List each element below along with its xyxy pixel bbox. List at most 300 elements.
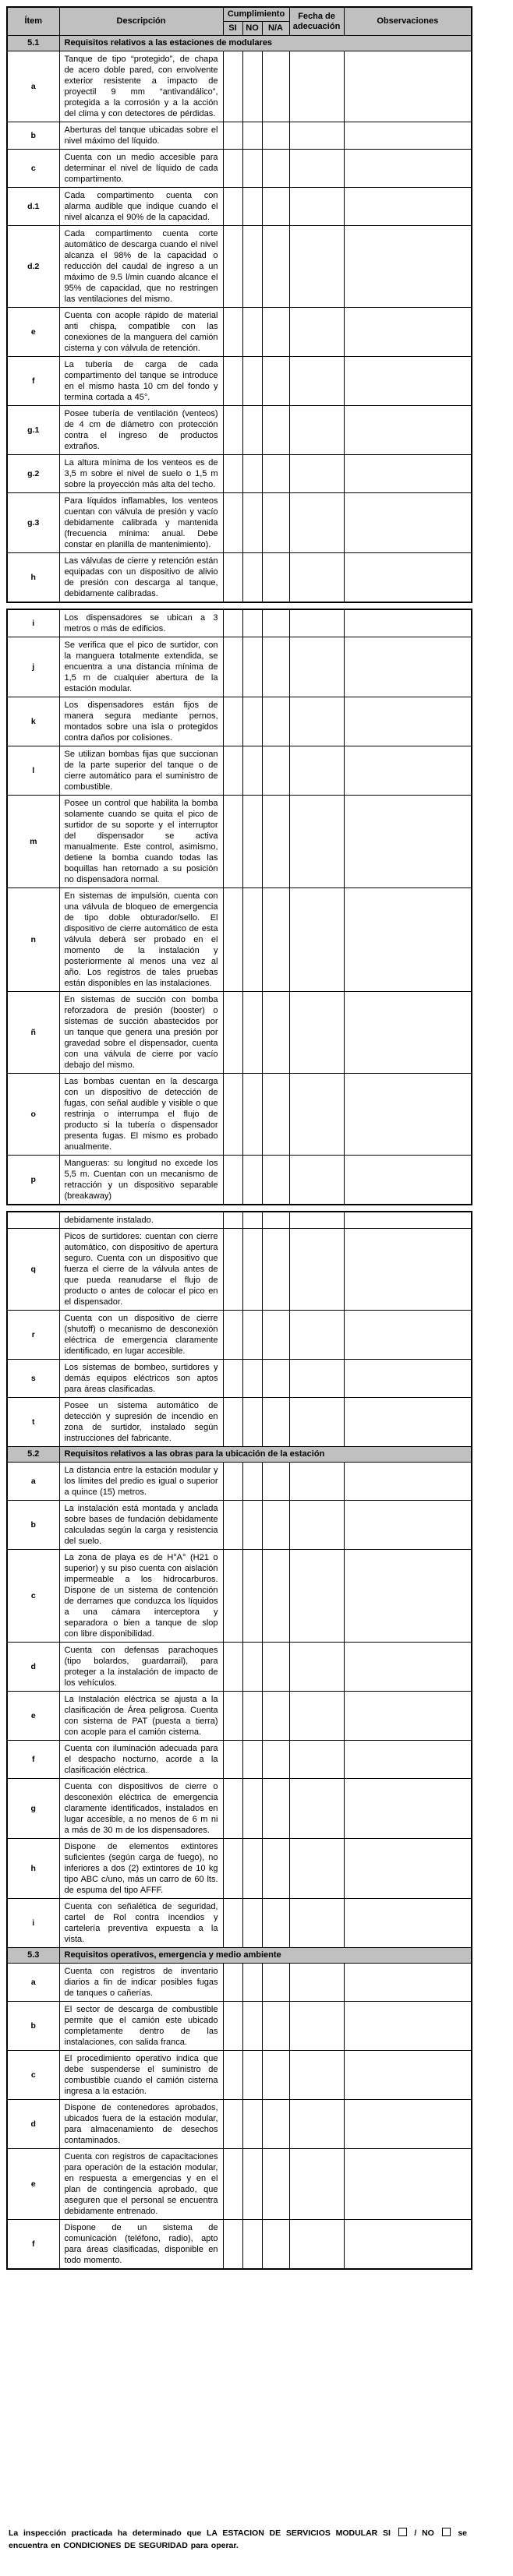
check-si-cell[interactable]	[223, 609, 242, 637]
check-si-cell[interactable]	[223, 1839, 242, 1899]
fecha-cell[interactable]	[289, 1643, 344, 1692]
check-si-cell[interactable]	[223, 1964, 242, 2002]
check-si-cell[interactable]	[223, 150, 242, 188]
table-row	[7, 188, 472, 226]
table-row	[7, 796, 472, 888]
item-label: e	[7, 308, 59, 357]
fecha-cell[interactable]	[289, 1839, 344, 1899]
check-na-cell[interactable]	[262, 1311, 289, 1360]
check-na-cell[interactable]	[262, 992, 289, 1074]
fecha-cell[interactable]	[289, 2149, 344, 2220]
observaciones-cell[interactable]	[344, 888, 472, 992]
item-label: l	[7, 746, 59, 796]
check-na-cell[interactable]	[262, 122, 289, 150]
check-no-cell[interactable]	[242, 1463, 262, 1501]
item-description: Cuenta con registros de capacitaciones para operación de la estación modular, en respuesta a emergencias y en el plan de contingencia aprobado, que aseguren que el personal se encuentra debidamente entrenado.	[59, 2149, 223, 2220]
fecha-cell[interactable]	[289, 697, 344, 746]
fecha-cell[interactable]	[289, 150, 344, 188]
footer-text-lead: La inspección practicada ha determinado que LA ESTACION DE SERVICIOS MODULAR SI	[9, 2528, 391, 2538]
check-si-cell[interactable]	[223, 697, 242, 746]
fecha-cell[interactable]	[289, 51, 344, 122]
observaciones-cell[interactable]	[344, 1741, 472, 1779]
check-si-cell[interactable]	[223, 796, 242, 888]
check-si-cell[interactable]	[223, 357, 242, 406]
observaciones-cell[interactable]	[344, 1779, 472, 1839]
check-na-cell[interactable]	[262, 455, 289, 493]
check-no-cell[interactable]	[242, 1360, 262, 1398]
check-na-cell[interactable]	[262, 1550, 289, 1643]
observaciones-cell[interactable]	[344, 493, 472, 553]
check-na-cell[interactable]	[262, 1229, 289, 1311]
item-description: La zona de playa es de H°A° (H21 o superior) y su piso cuenta con aislación impermeable a los hidrocarburos. Dispone de un sistema de contención de derrames que conduzca los líquidos a una cámara interceptora y separadora o bien a tanque de slop con libre disponibilidad.	[59, 1550, 223, 1643]
table-row	[7, 1463, 472, 1501]
item-label: b	[7, 2002, 59, 2051]
fecha-cell[interactable]	[289, 2100, 344, 2149]
check-si-cell[interactable]	[223, 1643, 242, 1692]
check-na-cell[interactable]	[262, 1212, 289, 1229]
observaciones-cell[interactable]	[344, 1839, 472, 1899]
check-si-cell[interactable]	[223, 992, 242, 1074]
table-row	[7, 609, 472, 637]
observaciones-cell[interactable]	[344, 188, 472, 226]
check-si-cell[interactable]	[223, 2002, 242, 2051]
check-si-cell[interactable]	[223, 1463, 242, 1501]
check-na-cell[interactable]	[262, 1156, 289, 1205]
check-si-cell[interactable]	[223, 308, 242, 357]
fecha-cell[interactable]	[289, 1074, 344, 1156]
item-description: Cuenta con dispositivos de cierre o desconexión eléctrica de emergencia claramente identificados, instalados en lugar accesible, a no menos de 6 m ni a más de 30 m de los dispensadores.	[59, 1779, 223, 1839]
check-na-cell[interactable]	[262, 746, 289, 796]
table-row	[7, 357, 472, 406]
check-no-cell[interactable]	[242, 1899, 262, 1948]
fecha-cell[interactable]	[289, 2051, 344, 2100]
check-na-cell[interactable]	[262, 553, 289, 603]
item-description: La distancia entre la estación modular y los límites del predio es igual o superior a quince (15) metros.	[59, 1463, 223, 1501]
check-na-cell[interactable]	[262, 1501, 289, 1550]
check-no-cell[interactable]	[242, 406, 262, 455]
item-description: Los sistemas de bombeo, surtidores y demás equipos eléctricos son aptos para áreas clasificadas.	[59, 1360, 223, 1398]
check-no-cell[interactable]	[242, 992, 262, 1074]
section-row	[7, 36, 472, 51]
check-no-cell[interactable]	[242, 455, 262, 493]
check-no-cell[interactable]	[242, 888, 262, 992]
check-na-cell[interactable]	[262, 2100, 289, 2149]
check-na-cell[interactable]	[262, 357, 289, 406]
section-number: 5.2	[7, 1447, 59, 1463]
check-si-cell[interactable]	[223, 2051, 242, 2100]
table-row	[7, 2051, 472, 2100]
fecha-cell[interactable]	[289, 553, 344, 603]
check-na-cell[interactable]	[262, 888, 289, 992]
observaciones-cell[interactable]	[344, 796, 472, 888]
item-description: Mangueras: su longitud no excede los 5,5 m. Cuentan con un mecanismo de retracción y un dispositivo separable (breakaway)	[59, 1156, 223, 1205]
observaciones-cell[interactable]	[344, 1156, 472, 1205]
observaciones-cell[interactable]	[344, 992, 472, 1074]
check-na-cell[interactable]	[262, 2220, 289, 2270]
item-label: j	[7, 637, 59, 697]
item-label: c	[7, 2051, 59, 2100]
check-no-cell[interactable]	[242, 746, 262, 796]
check-no-cell[interactable]	[242, 2051, 262, 2100]
check-si-cell[interactable]	[223, 188, 242, 226]
col-header-descripcion: Descripción	[59, 7, 223, 36]
table-row	[7, 2220, 472, 2270]
check-no-cell[interactable]	[242, 1501, 262, 1550]
fecha-cell[interactable]	[289, 406, 344, 455]
item-label: a	[7, 1964, 59, 2002]
fecha-cell[interactable]	[289, 226, 344, 308]
check-na-cell[interactable]	[262, 637, 289, 697]
table-row	[7, 637, 472, 697]
check-no-cell[interactable]	[242, 1550, 262, 1643]
col-header-item: Ítem	[7, 7, 59, 36]
fecha-cell[interactable]	[289, 796, 344, 888]
observaciones-cell[interactable]	[344, 1692, 472, 1741]
observaciones-cell[interactable]	[344, 697, 472, 746]
check-no-cell[interactable]	[242, 796, 262, 888]
check-na-cell[interactable]	[262, 2051, 289, 2100]
item-label: a	[7, 51, 59, 122]
footer-text-middle: / NO	[414, 2528, 434, 2538]
observaciones-cell[interactable]	[344, 1899, 472, 1948]
table-row	[7, 1229, 472, 1311]
check-no-cell[interactable]	[242, 2100, 262, 2149]
item-label: k	[7, 697, 59, 746]
section-row	[7, 1447, 472, 1463]
table-row	[7, 1212, 472, 1229]
check-si-cell[interactable]	[223, 1779, 242, 1839]
check-na-cell[interactable]	[262, 1779, 289, 1839]
check-si-cell[interactable]	[223, 1360, 242, 1398]
check-na-cell[interactable]	[262, 1463, 289, 1501]
item-label: d.2	[7, 226, 59, 308]
item-label: f	[7, 2220, 59, 2270]
check-si-cell[interactable]	[223, 2149, 242, 2220]
check-na-cell[interactable]	[262, 1741, 289, 1779]
observaciones-cell[interactable]	[344, 2149, 472, 2220]
fecha-cell[interactable]	[289, 1779, 344, 1839]
check-na-cell[interactable]	[262, 406, 289, 455]
check-na-cell[interactable]	[262, 1692, 289, 1741]
check-na-cell[interactable]	[262, 51, 289, 122]
fecha-cell[interactable]	[289, 122, 344, 150]
table-row	[7, 1839, 472, 1899]
observaciones-cell[interactable]	[344, 1074, 472, 1156]
fecha-cell[interactable]	[289, 308, 344, 357]
item-description: Cuenta con iluminación adecuada para el despacho nocturno, acorde a la clasificación eléctrica.	[59, 1741, 223, 1779]
table-row	[7, 1692, 472, 1741]
check-no-cell[interactable]	[242, 697, 262, 746]
observaciones-cell[interactable]	[344, 1463, 472, 1501]
table-row	[7, 888, 472, 992]
table-row	[7, 150, 472, 188]
item-description: Cuenta con registros de inventario diarios a fin de indicar posibles fugas de tanques o cañerías.	[59, 1964, 223, 2002]
observaciones-cell[interactable]	[344, 2051, 472, 2100]
item-label: n	[7, 888, 59, 992]
fecha-cell[interactable]	[289, 357, 344, 406]
fecha-cell[interactable]	[289, 1212, 344, 1229]
check-no-cell[interactable]	[242, 609, 262, 637]
fecha-cell[interactable]	[289, 455, 344, 493]
check-si-cell[interactable]	[223, 1741, 242, 1779]
item-description: Los dispensadores están fijos de manera segura mediante pernos, montados sobre una isla o protegidos contra daños por colisiones.	[59, 697, 223, 746]
check-si-cell[interactable]	[223, 2220, 242, 2270]
observaciones-cell[interactable]	[344, 746, 472, 796]
check-na-cell[interactable]	[262, 697, 289, 746]
item-label: f	[7, 1741, 59, 1779]
fecha-cell[interactable]	[289, 1501, 344, 1550]
item-label: h	[7, 553, 59, 603]
table-row	[7, 2002, 472, 2051]
observaciones-cell[interactable]	[344, 1643, 472, 1692]
observaciones-cell[interactable]	[344, 637, 472, 697]
observaciones-cell[interactable]	[344, 308, 472, 357]
table-row	[7, 1779, 472, 1839]
check-si-cell[interactable]	[223, 1899, 242, 1948]
col-header-na: N/A	[262, 22, 289, 36]
item-description: Se utilizan bombas fijas que succionan de la parte superior del tanque o de cierre automático para el suministro de combustible.	[59, 746, 223, 796]
observaciones-cell[interactable]	[344, 1360, 472, 1398]
si-checkbox[interactable]	[398, 2528, 407, 2536]
item-label: i	[7, 1899, 59, 1948]
item-label: ñ	[7, 992, 59, 1074]
table-row	[7, 1899, 472, 1948]
fecha-cell[interactable]	[289, 493, 344, 553]
check-no-cell[interactable]	[242, 122, 262, 150]
fecha-cell[interactable]	[289, 1360, 344, 1398]
check-no-cell[interactable]	[242, 357, 262, 406]
item-label: i	[7, 609, 59, 637]
observaciones-cell[interactable]	[344, 553, 472, 603]
check-si-cell[interactable]	[223, 1311, 242, 1360]
check-si-cell[interactable]	[223, 1229, 242, 1311]
observaciones-cell[interactable]	[344, 455, 472, 493]
check-no-cell[interactable]	[242, 1311, 262, 1360]
check-na-cell[interactable]	[262, 1899, 289, 1948]
check-si-cell[interactable]	[223, 2100, 242, 2149]
col-header-cumplimiento: Cumplimiento	[223, 7, 289, 22]
fecha-cell[interactable]	[289, 1964, 344, 2002]
fecha-cell[interactable]	[289, 888, 344, 992]
fecha-cell[interactable]	[289, 637, 344, 697]
check-na-cell[interactable]	[262, 188, 289, 226]
item-description: Se verifica que el pico de surtidor, con la manguera totalmente extendida, se encuentra a una distancia mínima de 1,5 m de cualquier abertura de la estación modular.	[59, 637, 223, 697]
item-description: En sistemas de impulsión, cuenta con una válvula de bloqueo de emergencia de tipo doble obturador/sello. El dispositivo de cierre automático de esta válvula deberá ser probado en el momento de la instalación y posteriormente al menos una vez al año. Los registros de tales pruebas están disponibles en las instalaciones.	[59, 888, 223, 992]
fecha-cell[interactable]	[289, 2220, 344, 2270]
col-header-observaciones: Observaciones	[344, 7, 472, 36]
check-na-cell[interactable]	[262, 2002, 289, 2051]
observaciones-cell[interactable]	[344, 1311, 472, 1360]
check-no-cell[interactable]	[242, 1398, 262, 1447]
check-si-cell[interactable]	[223, 888, 242, 992]
observaciones-cell[interactable]	[344, 1501, 472, 1550]
observaciones-cell[interactable]	[344, 122, 472, 150]
check-si-cell[interactable]	[223, 493, 242, 553]
item-description: Cuenta con señalética de seguridad, cartel de Rol contra incendios y cartelería preventiva expuesta a la vista.	[59, 1899, 223, 1948]
item-label: e	[7, 2149, 59, 2220]
fecha-cell[interactable]	[289, 1463, 344, 1501]
check-na-cell[interactable]	[262, 226, 289, 308]
observaciones-cell[interactable]	[344, 1550, 472, 1643]
fecha-cell[interactable]	[289, 1741, 344, 1779]
check-si-cell[interactable]	[223, 1156, 242, 1205]
item-label: c	[7, 1550, 59, 1643]
check-na-cell[interactable]	[262, 1398, 289, 1447]
check-no-cell[interactable]	[242, 1074, 262, 1156]
table-row	[7, 406, 472, 455]
check-no-cell[interactable]	[242, 2149, 262, 2220]
item-label: b	[7, 1501, 59, 1550]
fecha-cell[interactable]	[289, 992, 344, 1074]
section-title: Requisitos relativos a las obras para la ubicación de la estación	[59, 1447, 472, 1463]
item-label: b	[7, 122, 59, 150]
check-no-cell[interactable]	[242, 1779, 262, 1839]
table-row	[7, 746, 472, 796]
item-label: h	[7, 1839, 59, 1899]
check-no-cell[interactable]	[242, 1964, 262, 2002]
item-description: La tubería de carga de cada compartimento del tanque se introduce en el mismo hasta 10 cm del fondo y termina cortada a 45°.	[59, 357, 223, 406]
check-no-cell[interactable]	[242, 2220, 262, 2270]
fecha-cell[interactable]	[289, 746, 344, 796]
check-na-cell[interactable]	[262, 1074, 289, 1156]
check-si-cell[interactable]	[223, 1074, 242, 1156]
item-description: Posee un control que habilita la bomba solamente cuando se quita el pico de surtidor de su soporte y el interruptor del dispensador se activa manualmente. Este control, asimismo, detiene la bomba cuando todas las boquillas han retornado a su posición no dispensadora normal.	[59, 796, 223, 888]
fecha-cell[interactable]	[289, 609, 344, 637]
table-row	[7, 455, 472, 493]
item-label	[7, 1212, 59, 1229]
table-row	[7, 493, 472, 553]
observaciones-cell[interactable]	[344, 1212, 472, 1229]
check-si-cell[interactable]	[223, 1212, 242, 1229]
observaciones-cell[interactable]	[344, 357, 472, 406]
item-label: g.3	[7, 493, 59, 553]
check-no-cell[interactable]	[242, 553, 262, 603]
check-na-cell[interactable]	[262, 2149, 289, 2220]
table-row	[7, 1741, 472, 1779]
col-header-no: NO	[242, 22, 262, 36]
observaciones-cell[interactable]	[344, 1229, 472, 1311]
observaciones-cell[interactable]	[344, 51, 472, 122]
table-row	[7, 1643, 472, 1692]
observaciones-cell[interactable]	[344, 2100, 472, 2149]
item-description: La altura mínima de los venteos es de 3,5 m sobre el nivel de suelo o 1,5 m sobre la proyección más alta del techo.	[59, 455, 223, 493]
item-description: Las válvulas de cierre y retención están equipadas con un dispositivo de alivio de presión con descarga al tanque, debidamente calibradas.	[59, 553, 223, 603]
check-no-cell[interactable]	[242, 493, 262, 553]
fecha-cell[interactable]	[289, 1156, 344, 1205]
section-row	[7, 1948, 472, 1964]
check-no-cell[interactable]	[242, 1643, 262, 1692]
check-no-cell[interactable]	[242, 1741, 262, 1779]
fecha-cell[interactable]	[289, 1229, 344, 1311]
check-na-cell[interactable]	[262, 609, 289, 637]
check-si-cell[interactable]	[223, 746, 242, 796]
observaciones-cell[interactable]	[344, 226, 472, 308]
check-no-cell[interactable]	[242, 1156, 262, 1205]
check-si-cell[interactable]	[223, 122, 242, 150]
table-row	[7, 1398, 472, 1447]
check-no-cell[interactable]	[242, 637, 262, 697]
check-si-cell[interactable]	[223, 1398, 242, 1447]
fecha-cell[interactable]	[289, 1899, 344, 1948]
fecha-cell[interactable]	[289, 1692, 344, 1741]
item-label: g	[7, 1779, 59, 1839]
check-na-cell[interactable]	[262, 1643, 289, 1692]
check-no-cell[interactable]	[242, 188, 262, 226]
check-na-cell[interactable]	[262, 308, 289, 357]
check-na-cell[interactable]	[262, 1839, 289, 1899]
section-number: 5.3	[7, 1948, 59, 1964]
item-label: o	[7, 1074, 59, 1156]
item-label: g.1	[7, 406, 59, 455]
observaciones-cell[interactable]	[344, 2002, 472, 2051]
check-no-cell[interactable]	[242, 1212, 262, 1229]
observaciones-cell[interactable]	[344, 1964, 472, 2002]
item-description: Cuenta con acople rápido de material anti chispa, compatible con las conexiones de la manguera del camión cisterna y con válvula de retención.	[59, 308, 223, 357]
check-no-cell[interactable]	[242, 2002, 262, 2051]
check-na-cell[interactable]	[262, 150, 289, 188]
item-description: Aberturas del tanque ubicadas sobre el nivel máximo del líquido.	[59, 122, 223, 150]
table-row	[7, 1501, 472, 1550]
fecha-cell[interactable]	[289, 1398, 344, 1447]
check-si-cell[interactable]	[223, 1501, 242, 1550]
check-na-cell[interactable]	[262, 796, 289, 888]
check-si-cell[interactable]	[223, 226, 242, 308]
table-row	[7, 697, 472, 746]
check-no-cell[interactable]	[242, 150, 262, 188]
check-si-cell[interactable]	[223, 455, 242, 493]
col-header-si: SI	[223, 22, 242, 36]
no-checkbox[interactable]	[442, 2528, 451, 2536]
check-si-cell[interactable]	[223, 51, 242, 122]
check-no-cell[interactable]	[242, 51, 262, 122]
check-no-cell[interactable]	[242, 226, 262, 308]
check-no-cell[interactable]	[242, 308, 262, 357]
check-si-cell[interactable]	[223, 406, 242, 455]
fecha-cell[interactable]	[289, 1550, 344, 1643]
check-si-cell[interactable]	[223, 1692, 242, 1741]
fecha-cell[interactable]	[289, 2002, 344, 2051]
check-si-cell[interactable]	[223, 1550, 242, 1643]
table-row	[7, 2100, 472, 2149]
observaciones-cell[interactable]	[344, 406, 472, 455]
fecha-cell[interactable]	[289, 188, 344, 226]
item-label: f	[7, 357, 59, 406]
section-number: 5.1	[7, 36, 59, 51]
check-na-cell[interactable]	[262, 1964, 289, 2002]
item-description: Tanque de tipo “protegido”, de chapa de acero doble pared, con envolvente exterior resistente a impacto de proyectil 9 mm “antivandálico”, protegida a la corrosión y a la acción del clima y con detectores de pérdidas.	[59, 51, 223, 122]
item-description: Las bombas cuentan en la descarga con un dispositivo de detección de fugas, con señal audible y visible o que restrinja o interrumpa el flujo de producto si la tubería o dispensador presenta fugas. El mismo es probado anualmente.	[59, 1074, 223, 1156]
check-na-cell[interactable]	[262, 493, 289, 553]
item-description: Los dispensadores se ubican a 3 metros o más de edificios.	[59, 609, 223, 637]
item-description: En sistemas de succión con bomba reforzadora de presión (booster) o sistemas de succión abastecidos por un tanque que genera una presión por gravedad sobre el dispensador, cuenta con una válvula de cierre por vacío debajo del mismo.	[59, 992, 223, 1074]
check-no-cell[interactable]	[242, 1692, 262, 1741]
observaciones-cell[interactable]	[344, 1398, 472, 1447]
check-no-cell[interactable]	[242, 1229, 262, 1311]
table-row	[7, 122, 472, 150]
observaciones-cell[interactable]	[344, 150, 472, 188]
check-na-cell[interactable]	[262, 1360, 289, 1398]
observaciones-cell[interactable]	[344, 609, 472, 637]
fecha-cell[interactable]	[289, 1311, 344, 1360]
table-header	[7, 7, 472, 36]
table-row	[7, 308, 472, 357]
item-label: s	[7, 1360, 59, 1398]
check-si-cell[interactable]	[223, 553, 242, 603]
observaciones-cell[interactable]	[344, 2220, 472, 2270]
check-no-cell[interactable]	[242, 1839, 262, 1899]
item-description: Posee tubería de ventilación (venteos) de 4 cm de diámetro con protección contra el ingreso de productos extraños.	[59, 406, 223, 455]
check-si-cell[interactable]	[223, 637, 242, 697]
